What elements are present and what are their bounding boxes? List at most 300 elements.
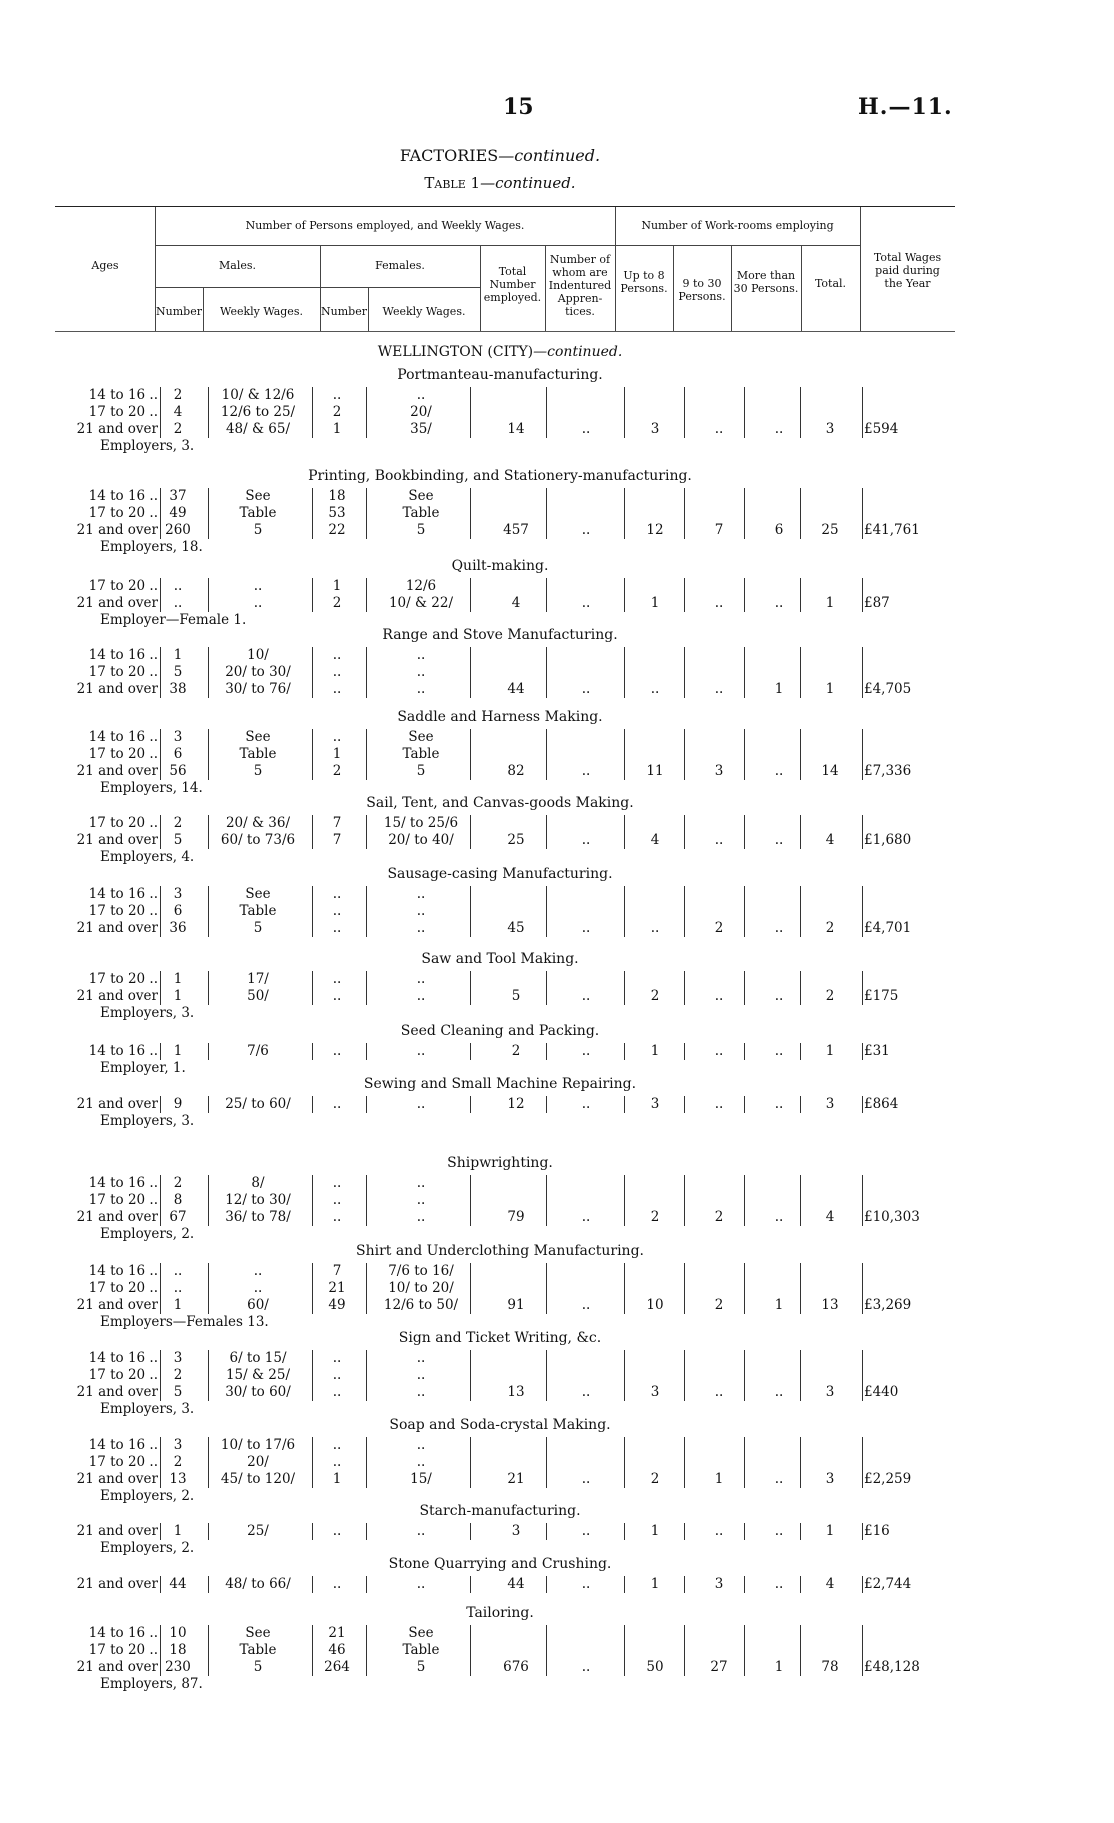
male-wages-cell: 10/ [247, 647, 269, 663]
total-wages-cell: £3,269 [864, 1297, 912, 1313]
industry-title: Stone Quarrying and Crushing. [388, 1556, 612, 1572]
total-wages-cell: £175 [864, 988, 899, 1004]
female-number-cell: 7 [332, 815, 342, 831]
nine-to-30-cell: .. [714, 988, 724, 1004]
table-row [0, 1263, 1114, 1280]
nine-to-30-cell: .. [714, 1096, 724, 1112]
more-than-30-cell: 1 [774, 1659, 784, 1675]
male-number-cell: 230 [165, 1659, 191, 1675]
column-rule [470, 1043, 471, 1060]
male-number-cell: 2 [173, 1454, 183, 1470]
column-rule [160, 1437, 161, 1488]
female-wages-cell: 5 [416, 1659, 426, 1675]
column-rule [684, 1576, 685, 1593]
column-rule [160, 647, 161, 698]
column-rule [208, 1437, 209, 1488]
column-rule [624, 578, 625, 612]
column-rule [470, 1523, 471, 1540]
female-wages-cell: .. [416, 920, 426, 936]
column-rule [546, 1523, 547, 1540]
header-males: Males. [219, 259, 256, 272]
female-wages-cell: 10/ to 20/ [388, 1280, 454, 1296]
age-cell: 14 to 16 .. [88, 647, 158, 663]
male-number-cell: 5 [173, 1384, 183, 1400]
column-rule [744, 647, 745, 698]
employers-note: Employers, 18. [100, 539, 203, 555]
male-wages-cell: See [245, 729, 271, 745]
title-continued: —continued. [498, 146, 601, 165]
apprentices-cell: .. [581, 595, 591, 611]
column-rule [546, 1350, 547, 1401]
employers-note: Employers, 2. [100, 1488, 195, 1504]
column-rule [312, 488, 313, 539]
column-rule [744, 1576, 745, 1593]
female-wages-cell: See [408, 729, 434, 745]
column-rule [160, 1625, 161, 1676]
table-row [0, 1625, 1114, 1642]
age-cell: 14 to 16 .. [88, 1175, 158, 1191]
female-number-cell: .. [332, 1384, 342, 1400]
male-number-cell: 56 [169, 763, 187, 779]
column-rule [624, 1576, 625, 1593]
column-rule [366, 815, 367, 849]
column-rule [546, 1625, 547, 1676]
table-row [0, 886, 1114, 903]
female-number-cell: .. [332, 903, 342, 919]
column-rule [744, 1437, 745, 1488]
column-rule [744, 1350, 745, 1401]
title-main: FACTORIES [399, 146, 499, 165]
column-rule [160, 815, 161, 849]
female-number-cell: .. [332, 1350, 342, 1366]
female-wages-cell: .. [416, 971, 426, 987]
total-employed-cell: 91 [507, 1297, 525, 1313]
column-rule [546, 1576, 547, 1593]
female-wages-cell: .. [416, 1384, 426, 1400]
nine-to-30-cell: 7 [714, 522, 724, 538]
total-employed-cell: 82 [507, 763, 525, 779]
column-rule [366, 1576, 367, 1593]
workrooms-total-cell: 25 [821, 522, 839, 538]
up-to-8-cell: 3 [650, 1096, 660, 1112]
male-wages-cell: Table [239, 903, 277, 919]
total-employed-cell: 45 [507, 920, 525, 936]
column-rule [862, 387, 863, 438]
male-wages-cell: See [245, 1625, 271, 1641]
female-wages-cell: .. [416, 387, 426, 403]
age-cell: 14 to 16 .. [88, 1437, 158, 1453]
total-employed-cell: 44 [507, 1576, 525, 1592]
age-cell: 21 and over [76, 1659, 158, 1675]
column-rule [800, 387, 801, 438]
column-rule [470, 886, 471, 937]
male-number-cell: 3 [173, 729, 183, 745]
male-number-cell: 1 [173, 971, 183, 987]
male-wages-cell: 17/ [247, 971, 269, 987]
column-rule [800, 1576, 801, 1593]
employers-note: Employer, 1. [100, 1060, 186, 1076]
header-ages: Ages [91, 259, 119, 272]
workrooms-total-cell: 4 [825, 832, 835, 848]
column-rule [366, 1096, 367, 1113]
apprentices-cell: .. [581, 421, 591, 437]
table-subtitle [0, 174, 1000, 192]
column-rule [312, 647, 313, 698]
subtitle-prefix: Table [424, 174, 466, 192]
male-wages-cell: 60/ to 73/6 [220, 832, 296, 848]
nine-to-30-cell: 2 [714, 1209, 724, 1225]
workrooms-total-cell: 1 [825, 1523, 835, 1539]
nine-to-30-cell: .. [714, 832, 724, 848]
column-rule [862, 1576, 863, 1593]
age-cell: 17 to 20 .. [88, 1642, 158, 1658]
nine-to-30-cell: .. [714, 1523, 724, 1539]
total-employed-cell: 79 [507, 1209, 525, 1225]
employers-note: Employers, 2. [100, 1226, 195, 1242]
header-more-than-30: More than 30 Persons. [733, 269, 799, 295]
column-rule [800, 1523, 801, 1540]
total-wages-cell: £594 [864, 421, 899, 437]
male-wages-cell: 6/ to 15/ [229, 1350, 287, 1366]
male-wages-cell: See [245, 488, 271, 504]
column-rule [624, 1043, 625, 1060]
female-number-cell: 2 [332, 404, 342, 420]
more-than-30-cell: .. [774, 832, 784, 848]
male-wages-cell: 48/ & 65/ [225, 421, 291, 437]
apprentices-cell: .. [581, 1523, 591, 1539]
column-rule [800, 1263, 801, 1314]
male-number-cell: 37 [169, 488, 187, 504]
column-rule [160, 886, 161, 937]
apprentices-cell: .. [581, 1659, 591, 1675]
nine-to-30-cell: 3 [714, 1576, 724, 1592]
column-rule [684, 1523, 685, 1540]
male-wages-cell: 45/ to 120/ [220, 1471, 296, 1487]
column-rule [624, 971, 625, 1005]
male-number-cell: 2 [173, 421, 183, 437]
female-wages-cell: .. [416, 988, 426, 1004]
male-wages-cell: .. [253, 595, 263, 611]
female-number-cell: .. [332, 664, 342, 680]
female-number-cell: .. [332, 1437, 342, 1453]
column-rule [744, 387, 745, 438]
male-number-cell: 10 [169, 1625, 187, 1641]
column-rule [862, 886, 863, 937]
male-wages-cell: 7/6 [247, 1043, 269, 1059]
age-cell: 14 to 16 .. [88, 729, 158, 745]
female-wages-cell: 5 [416, 763, 426, 779]
up-to-8-cell: 3 [650, 1384, 660, 1400]
male-wages-cell: See [245, 886, 271, 902]
female-wages-cell: .. [416, 681, 426, 697]
female-number-cell: 21 [328, 1280, 346, 1296]
up-to-8-cell: 2 [650, 1209, 660, 1225]
column-rule [208, 815, 209, 849]
total-employed-cell: 21 [507, 1471, 525, 1487]
total-employed-cell: 676 [503, 1659, 529, 1675]
more-than-30-cell: .. [774, 920, 784, 936]
female-wages-cell: .. [416, 1367, 426, 1383]
column-rule [312, 1263, 313, 1314]
column-rule [684, 1263, 685, 1314]
male-number-cell: 18 [169, 1642, 187, 1658]
industry-title: Seed Cleaning and Packing. [400, 1023, 600, 1039]
page-title [0, 146, 1000, 165]
column-rule [312, 1523, 313, 1540]
total-employed-cell: 457 [503, 522, 529, 538]
table-row [0, 1043, 1114, 1060]
column-rule [744, 1096, 745, 1113]
male-wages-cell: 30/ to 76/ [225, 681, 291, 697]
male-wages-cell: 25/ to 60/ [225, 1096, 291, 1112]
total-wages-cell: £864 [864, 1096, 899, 1112]
table-row [0, 578, 1114, 595]
age-cell: 21 and over [76, 681, 158, 697]
table-row [0, 1642, 1114, 1659]
total-employed-cell: 2 [511, 1043, 521, 1059]
column-rule [800, 488, 801, 539]
female-wages-cell: .. [416, 1192, 426, 1208]
table-row [0, 971, 1114, 988]
column-rule [546, 971, 547, 1005]
up-to-8-cell: .. [650, 920, 660, 936]
total-employed-cell: 14 [507, 421, 525, 437]
male-number-cell: 1 [173, 1297, 183, 1313]
male-wages-cell: .. [253, 1280, 263, 1296]
table-row [0, 522, 1114, 539]
employers-note: Employers, 2. [100, 1540, 195, 1556]
column-rule [470, 488, 471, 539]
more-than-30-cell: .. [774, 1576, 784, 1592]
column-rule [208, 1523, 209, 1540]
column-rule [744, 1043, 745, 1060]
male-number-cell: 6 [173, 903, 183, 919]
apprentices-cell: .. [581, 1096, 591, 1112]
male-wages-cell: 25/ [247, 1523, 269, 1539]
more-than-30-cell: .. [774, 1043, 784, 1059]
age-cell: 17 to 20 .. [88, 1454, 158, 1470]
nine-to-30-cell: .. [714, 681, 724, 697]
column-rule [312, 729, 313, 780]
industry-title: Portmanteau-manufacturing. [397, 367, 603, 383]
column-rule [312, 1350, 313, 1401]
table-row [0, 763, 1114, 780]
female-wages-cell: .. [416, 1043, 426, 1059]
column-rule [208, 729, 209, 780]
female-number-cell: .. [332, 647, 342, 663]
table-row [0, 1096, 1114, 1113]
column-rule [366, 729, 367, 780]
workrooms-total-cell: 3 [825, 421, 835, 437]
nine-to-30-cell: .. [714, 595, 724, 611]
column-rule [624, 1523, 625, 1540]
female-number-cell: .. [332, 1043, 342, 1059]
female-wages-cell: 12/6 [405, 578, 437, 594]
up-to-8-cell: 2 [650, 1471, 660, 1487]
female-number-cell: .. [332, 1523, 342, 1539]
table-row [0, 832, 1114, 849]
column-rule [744, 971, 745, 1005]
column-rule [624, 1096, 625, 1113]
male-wages-cell: 12/6 to 25/ [220, 404, 296, 420]
column-rule [624, 488, 625, 539]
total-wages-cell: £31 [864, 1043, 890, 1059]
column-rule [366, 886, 367, 937]
industry-title: Range and Stove Manufacturing. [382, 627, 618, 643]
table-row [0, 1576, 1114, 1593]
column-rule [624, 729, 625, 780]
male-number-cell: 2 [173, 387, 183, 403]
age-cell: 17 to 20 .. [88, 903, 158, 919]
header-apprentices: Number of whom are Indentured Appren- tices. [548, 253, 612, 318]
column-rule [208, 1175, 209, 1226]
subtitle-continued: —continued. [480, 174, 576, 192]
male-number-cell: 2 [173, 815, 183, 831]
header-female-number: Number [321, 305, 367, 318]
table-row [0, 387, 1114, 404]
column-rule [744, 886, 745, 937]
column-rule [624, 886, 625, 937]
table-row [0, 1384, 1114, 1401]
table-row [0, 729, 1114, 746]
up-to-8-cell: 3 [650, 421, 660, 437]
column-rule [470, 1350, 471, 1401]
column-rule [684, 886, 685, 937]
up-to-8-cell: 12 [646, 522, 664, 538]
female-wages-cell: .. [416, 903, 426, 919]
column-rule [800, 1043, 801, 1060]
more-than-30-cell: .. [774, 1384, 784, 1400]
total-wages-cell: £10,303 [864, 1209, 920, 1225]
column-rule [624, 815, 625, 849]
column-rule [470, 1096, 471, 1113]
column-rule [366, 1523, 367, 1540]
table-row [0, 595, 1114, 612]
industry-title: Starch-manufacturing. [419, 1503, 581, 1519]
age-cell: 17 to 20 .. [88, 1280, 158, 1296]
male-wages-cell: 48/ to 66/ [225, 1576, 291, 1592]
header-total-wages: Total Wages paid during the Year [873, 251, 942, 290]
column-rule [546, 578, 547, 612]
male-wages-cell: 5 [253, 522, 263, 538]
apprentices-cell: .. [581, 522, 591, 538]
column-rule [800, 1350, 801, 1401]
female-number-cell: 1 [332, 578, 342, 594]
industry-title: Soap and Soda-crystal Making. [389, 1417, 611, 1433]
table-row [0, 1454, 1114, 1471]
male-number-cell: 8 [173, 1192, 183, 1208]
total-employed-cell: 3 [511, 1523, 521, 1539]
column-rule [684, 1175, 685, 1226]
column-rule [744, 488, 745, 539]
total-wages-cell: £48,128 [864, 1659, 920, 1675]
total-employed-cell: 13 [507, 1384, 525, 1400]
female-wages-cell: .. [416, 1209, 426, 1225]
more-than-30-cell: 1 [774, 1297, 784, 1313]
female-wages-cell: .. [416, 647, 426, 663]
age-cell: 17 to 20 .. [88, 746, 158, 762]
female-wages-cell: .. [416, 1437, 426, 1453]
industry-title: Sausage-casing Manufacturing. [387, 866, 613, 882]
column-rule [744, 1523, 745, 1540]
male-wages-cell: 50/ [247, 988, 269, 1004]
column-rule [684, 1437, 685, 1488]
workrooms-total-cell: 2 [825, 920, 835, 936]
column-rule [744, 578, 745, 612]
industry-title: Printing, Bookbinding, and Stationery-manufacturing. [308, 468, 692, 484]
up-to-8-cell: 10 [646, 1297, 664, 1313]
total-wages-cell: £1,680 [864, 832, 912, 848]
column-rule [744, 815, 745, 849]
column-rule [800, 971, 801, 1005]
age-cell: 21 and over [76, 1384, 158, 1400]
column-rule [470, 1263, 471, 1314]
column-rule [624, 387, 625, 438]
total-wages-cell: £16 [864, 1523, 890, 1539]
column-rule [160, 1096, 161, 1113]
age-cell: 14 to 16 .. [88, 387, 158, 403]
female-number-cell: 49 [328, 1297, 346, 1313]
column-rule [862, 1437, 863, 1488]
column-rule [862, 1523, 863, 1540]
total-wages-cell: £41,761 [864, 522, 920, 538]
header-total-employed: Total Number employed. [483, 265, 542, 304]
table-row [0, 1350, 1114, 1367]
column-rule [160, 729, 161, 780]
apprentices-cell: .. [581, 763, 591, 779]
table-row [0, 815, 1114, 832]
nine-to-30-cell: 2 [714, 1297, 724, 1313]
column-rule [208, 387, 209, 438]
column-rule [744, 1263, 745, 1314]
male-number-cell: 6 [173, 746, 183, 762]
column-rule [312, 1043, 313, 1060]
column-rule [546, 815, 547, 849]
male-number-cell: 260 [165, 522, 191, 538]
employers-note: Employers, 3. [100, 1005, 195, 1021]
column-rule [312, 578, 313, 612]
age-cell: 17 to 20 .. [88, 1367, 158, 1383]
region-continued: —continued. [533, 344, 623, 360]
female-wages-cell: See [408, 1625, 434, 1641]
nine-to-30-cell: 3 [714, 763, 724, 779]
column-rule [366, 1175, 367, 1226]
male-number-cell: .. [173, 595, 183, 611]
table-row [0, 1367, 1114, 1384]
male-number-cell: 3 [173, 1350, 183, 1366]
male-number-cell: 13 [169, 1471, 187, 1487]
column-rule [470, 1437, 471, 1488]
column-rule [160, 1523, 161, 1540]
female-number-cell: 1 [332, 746, 342, 762]
male-number-cell: 44 [169, 1576, 187, 1592]
female-number-cell: .. [332, 1096, 342, 1112]
column-rule [546, 1175, 547, 1226]
female-number-cell: 1 [332, 1471, 342, 1487]
table-row [0, 1659, 1114, 1676]
nine-to-30-cell: .. [714, 1384, 724, 1400]
column-rule [546, 1263, 547, 1314]
nine-to-30-cell: 1 [714, 1471, 724, 1487]
male-number-cell: 5 [173, 832, 183, 848]
column-rule [160, 971, 161, 1005]
column-rule [208, 578, 209, 612]
female-wages-cell: 35/ [410, 421, 432, 437]
total-wages-cell: £2,744 [864, 1576, 912, 1592]
table-row [0, 647, 1114, 664]
workrooms-total-cell: 4 [825, 1576, 835, 1592]
male-wages-cell: 5 [253, 920, 263, 936]
